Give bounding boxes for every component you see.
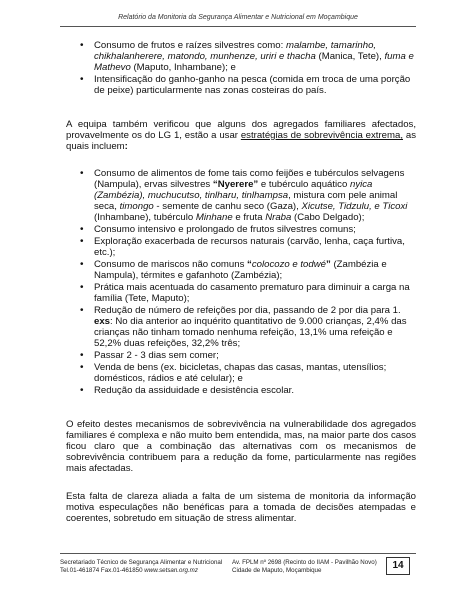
text-run: (Maputo, Inhambane); e [130, 62, 236, 73]
page-header: Relatório da Monitoria da Segurança Alimentar e Nutricional em Moçambique [118, 14, 358, 21]
text-run: (Cabo Delgado); [291, 212, 365, 223]
text-run: timongo [119, 201, 154, 212]
document-body [66, 40, 416, 524]
text-run: estratégias de sobrevivência extrema, [240, 130, 403, 141]
list-item [94, 305, 416, 349]
text-run: Consumo intensivo e prolongado de frutos silvestres comuns; [94, 224, 356, 235]
text-run: Redução da assiduidade e desistência escolar. [94, 385, 295, 396]
text-run: malambe, tamarinho, chikhalanherere, matondo, munhenze, uriri e thacha [94, 40, 377, 62]
page-number: 14 [386, 557, 410, 575]
list-item [94, 362, 416, 384]
list-item [94, 259, 416, 281]
clarity-paragraph: Esta falta de clareza aliada a falta de um sistema de monitoria da informação motiva especulações não benéficas para a tomada de decisões atempadas e coerentes, sobretudo em situação de stress alimentar. [66, 491, 416, 524]
text-run: Consumo de alimentos de fome tais como feijões e tubérculos selvagens (Nampula), ervas silvestres [94, 168, 405, 190]
text-run: Nraba [265, 212, 292, 223]
text-run: “Nyerere” [212, 179, 259, 190]
list-item [94, 236, 416, 258]
text-run: Consumo de mariscos não comuns [94, 259, 248, 270]
text-run: Xicutse, Tidzulu, e Ticoxi [301, 201, 408, 212]
text-run: (Manica, Tete), [315, 51, 385, 62]
text-run: Consumo de frutos e raízes silvestres como: [94, 40, 286, 51]
list-item [94, 282, 416, 304]
footer-address-line1: Av. FPLM nº 2698 (Recinto do IIAM - Pavilhão Novo) [232, 559, 377, 566]
text-run: Redução de número de refeições por dia, passando de 2 por dia para 1. [94, 305, 401, 316]
text-run: “ [247, 259, 252, 270]
text-run: (Zambézia e Nampula), térmites e gafanhoto (Zambézia); [94, 259, 387, 281]
list-item [94, 350, 416, 361]
text-run: Intensificação do ganho-ganho na pesca (comida em troca de uma porção de peixe) particularmente nas zonas costeiras do país. [94, 74, 411, 96]
text-run: Prática mais acentuada do casamento prematuro para diminuir a carga na família (Tete, Maputo); [94, 282, 410, 304]
footer-address-line2: Cidade de Maputo, Moçambique [232, 567, 322, 574]
list-item [94, 74, 416, 96]
text-run: : No dia anterior ao inquérito quantitativo de 9.000 crianças, 2,4% das crianças não tinham tomado nenhuma refeição, 13,1% uma refeição e 52,2% duas refeições, 32,2% três; [94, 316, 407, 349]
text-run: Passar 2 - 3 dias sem comer; [94, 350, 219, 361]
footer-website-link[interactable]: www.setsan.org.mz [144, 567, 198, 574]
text-run: ” [325, 259, 331, 270]
text-run: , mistura com pele animal seca, [94, 190, 398, 212]
extreme-strategies-list [66, 168, 416, 396]
wild-foods-list [66, 40, 416, 96]
footer-address [232, 559, 377, 575]
text-run: e fruta [232, 212, 266, 223]
text-run: e tubérculo aquático [258, 179, 350, 190]
effects-paragraph: O efeito destes mecanismos de sobrevivência na vulnerabilidade dos agregados familiares é complexa e não muito bem entendida, mas, na maior parte dos casos ficou claro que a combinação das alternativas com os mecanismos de sobrevivência contribuem para a redução da fome, particularmente nas regiões mais afectadas. [66, 419, 416, 474]
text-run: fuma e Mathevo [94, 51, 414, 73]
text-run: Exploração exacerbada de recursos naturais (carvão, lenha, caça furtiva, etc.); [94, 236, 405, 258]
footer-contact [60, 559, 222, 575]
list-item [94, 224, 416, 235]
text-run: A equipa também verificou que alguns dos agregados familiares afectados, provavelmente os do LG 1, estão a usar [66, 119, 416, 141]
text-run: colocozo e todwé [251, 259, 326, 270]
header-divider [60, 26, 416, 27]
text-run: Venda de bens (ex. bicicletas, chapas das casas, mantas, utensílios; domésticos, rádios e até celular); e [94, 362, 387, 384]
text-run: - semente de canhu seco (Gaza), [153, 201, 302, 212]
text-run: as quais incluem [66, 130, 416, 152]
list-item [94, 40, 416, 73]
extreme-strategies-intro [66, 119, 416, 152]
text-run: nyica (Zambézia), muchucutso, tinlharu, tinlhampsa [94, 179, 373, 201]
footer-divider [60, 553, 416, 554]
text-run: : [124, 141, 128, 152]
footer-phone-fax: Tel.01-461874 Fax.01-461850 [60, 567, 145, 574]
list-item [94, 385, 416, 396]
text-run: (Inhambane), tubérculo [94, 212, 196, 223]
text-run: exs [94, 316, 111, 327]
text-run: Minhane [195, 212, 233, 223]
list-item [94, 168, 416, 223]
footer-org: Secretariado Técnico de Segurança Alimentar e Nutricional [60, 559, 223, 566]
